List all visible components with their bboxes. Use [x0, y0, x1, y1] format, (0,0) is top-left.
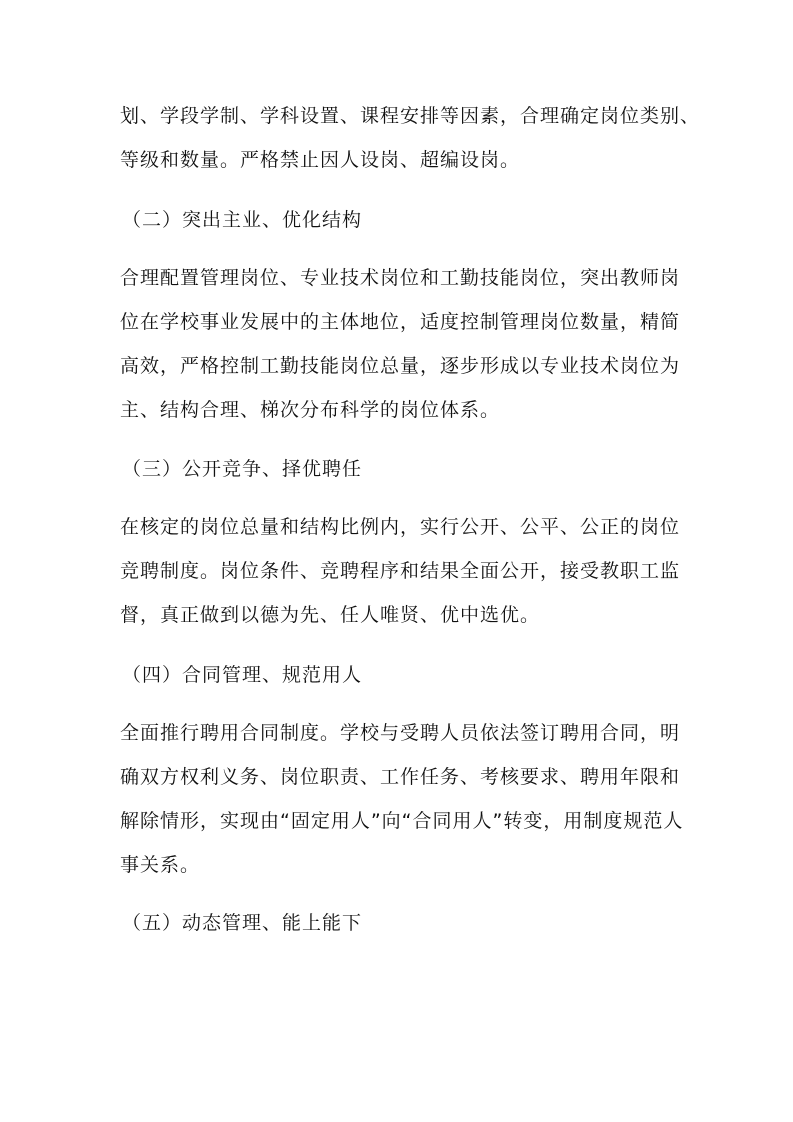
body-text-line: 位在学校事业发展中的主体地位，适度控制管理岗位数量，精简	[120, 311, 681, 333]
body-text-line: 解除情形，实现由“固定用人”向“合同用人”转变，用制度规范人	[120, 810, 684, 832]
body-text-line: 全面推行聘用合同制度。学校与受聘人员依法签订聘用合同，明	[120, 722, 681, 744]
body-text-line: 划、学段学制、学科设置、课程安排等因素，合理确定岗位类别、	[120, 105, 701, 127]
section-heading-3: （三）公开竞争、择优聘任	[122, 458, 363, 480]
section-heading-2: （二）突出主业、优化结构	[122, 209, 363, 231]
body-text-line: 确双方权利义务、岗位职责、工作任务、考核要求、聘用年限和	[120, 766, 681, 788]
section-heading-5: （五）动态管理、能上能下	[122, 912, 363, 934]
body-text-line: 合理配置管理岗位、专业技术岗位和工勤技能岗位，突出教师岗	[120, 267, 681, 289]
section-heading-4: （四）合同管理、规范用人	[122, 664, 363, 686]
body-text-line: 竞聘制度。岗位条件、竞聘程序和结果全面公开，接受教职工监	[120, 560, 681, 582]
body-text-line: 督，真正做到以德为先、任人唯贤、优中选优。	[120, 604, 541, 626]
body-text-line: 高效，严格控制工勤技能岗位总量，逐步形成以专业技术岗位为	[120, 355, 681, 377]
body-text-line: 在核定的岗位总量和结构比例内，实行公开、公平、公正的岗位	[120, 516, 681, 538]
body-text-line: 事关系。	[120, 854, 201, 876]
body-text-line: 主、结构合理、梯次分布科学的岗位体系。	[120, 399, 501, 421]
body-text-line: 等级和数量。严格禁止因人设岗、超编设岗。	[120, 149, 521, 171]
